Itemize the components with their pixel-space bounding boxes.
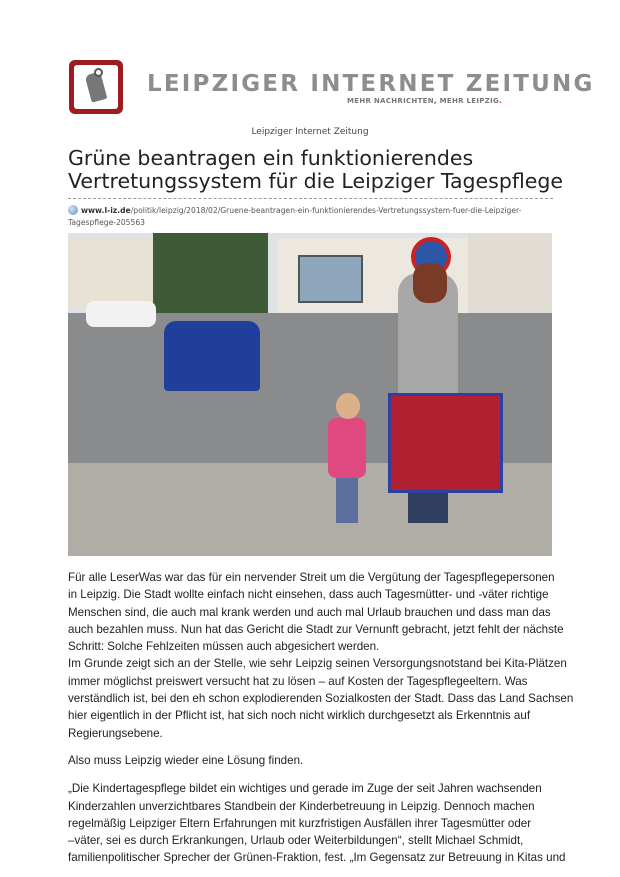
tagline: MEHR NACHRICHTEN, MEHR LEIPZIG. [346, 97, 502, 105]
text-line: familienpolitischer Sprecher der Grünen-Fraktion, fest. „Im Gegensatz zur Betreuung in Kitas und [68, 851, 566, 865]
article-url[interactable] [68, 205, 553, 229]
text-line: Im Grunde zeigt sich an der Stelle, wie sehr Leipzig seinen Versorgungsnotstand bei Kita-Plätzen [68, 657, 567, 671]
article-body [68, 569, 574, 877]
text-line: Also muss Leipzig wieder eine Lösung finden. [68, 754, 304, 768]
url-domain[interactable]: www.l-iz.de [81, 206, 131, 215]
url-path-2[interactable]: Tagespflege-205563 [68, 218, 145, 227]
text-line: verständlich ist, bei den eh schon explodierenden Sozialkosten der Stadt. Dass das Land Sachsen [68, 692, 574, 706]
source-label: Leipziger Internet Zeitung [251, 127, 369, 137]
title-line-1: Grüne beantragen ein funktionierendes [68, 146, 474, 170]
paragraph [68, 752, 558, 769]
paragraph [68, 780, 566, 866]
text-line: „Die Kindertagespflege bildet ein wichtiges und gerade im Zuge der seit Jahren wachsenden [68, 782, 542, 796]
globe-icon [68, 205, 78, 215]
text-line: immer möglichst preiswert versucht hat zu lösen – auf Kosten der Tagespflegeeltern. Was [68, 674, 528, 688]
paragraph [68, 569, 574, 742]
site-logo[interactable] [69, 60, 123, 114]
text-line: hier eigentlich in der Pflicht ist, hat sich noch nicht wirklich durchgesetzt als Erkenntnis auf [68, 709, 531, 723]
text-line: in Leipzig. Die Stadt wollte einfach nicht einsehen, dass auch Tagesmütter- und -väter richtige [68, 588, 549, 602]
text-line: Kinderzahlen unverzichtbares Standbein der Kinderbetreuung in Leipzig. Dennoch machen [68, 799, 535, 813]
url-path-1[interactable]: /politik/leipzig/2018/02/Gruene-beantragen-ein-funktionierendes-Vertretungssystem-fuer-die-Leipziger- [130, 206, 522, 215]
text-line: Für alle LeserWas war das für ein nervender Streit um die Vergütung der Tagespflegepersonen [68, 571, 555, 584]
tagline-part1: MEHR NACHRICHTEN [346, 97, 434, 105]
text-line: auch bezahlen muss. Nun hat das Gericht die Stadt zur Vernunft gebracht, jetzt fehlt der nächste [68, 622, 564, 636]
text-line: Menschen sind, die auch mal krank werden und auch mal Urlaub brauchen und dass man das [68, 605, 551, 619]
text-line: –väter, sei es durch Erkrankungen, Urlaub oder Weiterbildungen“, stellt Michael Schmidt, [68, 834, 524, 848]
text-line: Schritt: Solche Fehlzeiten müssen auch abgesichert werden. [68, 640, 380, 654]
text-line: Regierungsebene. [68, 726, 163, 740]
logo-figure-icon [74, 65, 118, 109]
brand-name: LEIPZIGER INTERNET ZEITUNG [147, 71, 595, 97]
title-divider [68, 198, 553, 199]
article-title [68, 147, 563, 193]
title-line-2: Vertretungssystem für die Leipziger Tagespflege [68, 169, 564, 193]
tagline-part2: MEHR LEIPZIG [439, 97, 500, 105]
text-line: regelmäßig Leipziger Eltern Erfahrungen mit kurzfristigen Ausfällen ihrer Tagesmütter oder [68, 816, 532, 830]
article-photo [68, 233, 552, 556]
